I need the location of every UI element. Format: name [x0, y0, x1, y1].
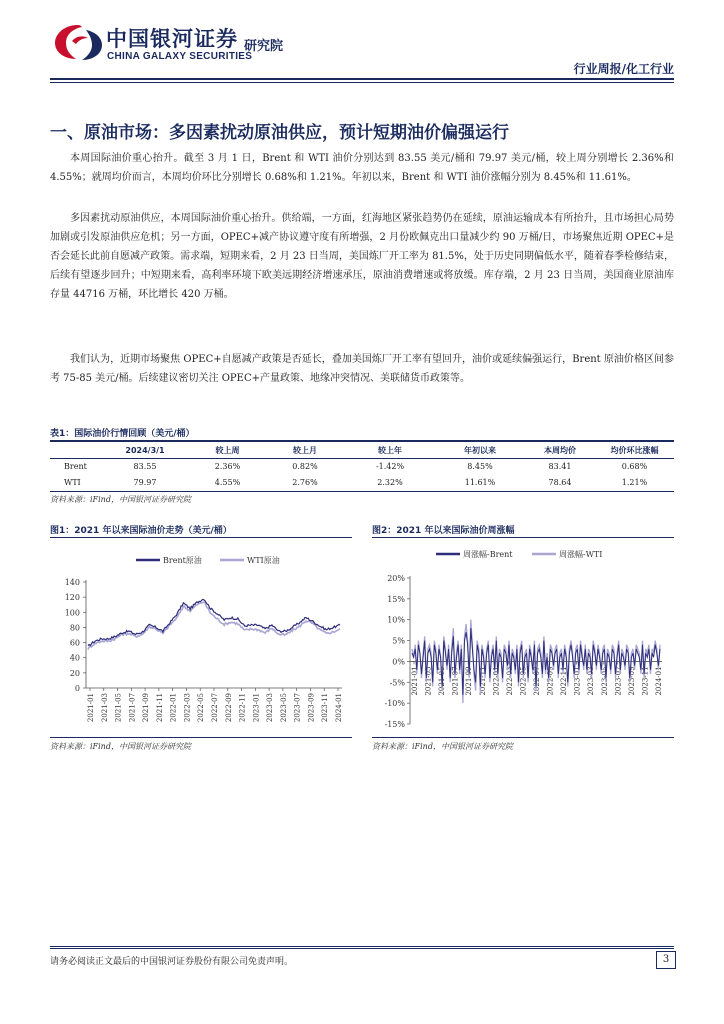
- table-cell: 0.68%: [621, 461, 648, 471]
- x-tick-label: 2023-05: [600, 666, 609, 696]
- x-tick-label: 2021-07: [128, 693, 137, 723]
- table-cell: 79.97: [133, 477, 157, 487]
- table-cell: 2.36%: [214, 461, 241, 471]
- table-cell: 0.82%: [292, 461, 318, 471]
- y-tick-label: 100: [64, 608, 80, 618]
- table-header-cell: 本周均价: [544, 445, 576, 455]
- x-tick-label: 2022-03: [505, 666, 514, 696]
- x-tick-label: 2023-01: [252, 693, 261, 723]
- x-tick-label: 2022-11: [238, 693, 247, 723]
- x-tick-label: 2021-11: [155, 693, 164, 723]
- table-row: [50, 474, 674, 490]
- header-rule: [50, 78, 674, 80]
- y-tick-label: 40: [69, 653, 80, 663]
- table-cell: Brent: [64, 461, 87, 471]
- table-source: 资料来源：iFind，中国银河证券研究院: [50, 495, 191, 504]
- x-tick-label: 2021-01: [411, 666, 419, 696]
- x-tick-label: 2023-07: [614, 666, 623, 696]
- x-tick-label: 2022-03: [183, 693, 192, 723]
- oil-price-table: [50, 442, 674, 490]
- paragraph-1: 本周国际油价重心抬升。截至 3 月 1 日，Brent 和 WTI 油价分别达到 83.55 美元/桶和 79.97 美元/桶，较上周分别增长 2.36%和 4.55%；就周均价而言，本周均价环比分别增长 0.68%和 1.21%。年初以来，Brent 和 WTI 油价涨幅分别为 8.45%和 11.61%。: [50, 153, 674, 183]
- y-tick-label: 5%: [392, 636, 405, 646]
- table-header-cell: 较上周: [215, 445, 240, 455]
- x-tick-label: 2024-01: [335, 693, 343, 723]
- y-tick-label: -5%: [389, 678, 405, 688]
- x-tick-label: 2023-03: [266, 693, 275, 723]
- x-tick-label: 2022-05: [197, 693, 206, 723]
- y-tick-label: 0: [74, 684, 80, 693]
- x-tick-label: 2022-09: [224, 693, 233, 723]
- table-cell: WTI: [64, 477, 81, 487]
- figure-1-bottom-rule: [50, 737, 352, 738]
- table-header-row: [50, 442, 674, 458]
- x-tick-label: 2023-09: [627, 666, 636, 696]
- paragraph-2: 多因素扰动原油供应，本周国际油价重心抬升。供给端，一方面，红海地区紧张趋势仍在延续，原油运输成本有所抬升，且市场担心局势加剧或引发原油供应危机；另一方面，OPEC+减产协议遵守度有所增强，2 月份欧佩克出口量减少约 90 万桶/日，市场聚焦近期 OPEC+是否会延长此前自愿减产政策。需求端，短期来看，2 月 23 日当周，美国炼厂开工率为 81.5%，处于历史同期偏低水平，随着春季检修结束，后续有望逐步回升；中短期来看，高利率环境下欧美远期经济增速承压，原油消费增速或将放缓。库存端，2 月 23 日当周，美国商业原油库存量 44716 万桶，环比增长 420 万桶。: [50, 213, 674, 300]
- footer-rule-thin: [50, 948, 674, 949]
- figure-2-rule: [372, 537, 674, 538]
- table-cell: 11.61%: [464, 477, 496, 487]
- section-title: 一、原油市场：多因素扰动原油供应，预计短期油价偏强运行: [50, 123, 509, 143]
- x-tick-label: 2021-09: [142, 693, 151, 723]
- y-tick-label: 80: [69, 623, 80, 633]
- table-header-cell: [50, 442, 100, 458]
- x-tick-label: 2022-11: [560, 666, 569, 696]
- figure-2-source: 资料来源：iFind，中国银河证券研究院: [372, 742, 513, 751]
- x-tick-label: 2021-03: [424, 666, 433, 696]
- x-tick-label: 2021-05: [114, 693, 123, 723]
- x-tick-label: 2023-01: [573, 666, 582, 696]
- table-cell: 83.55: [133, 461, 157, 471]
- x-tick-label: 2021-01: [87, 693, 95, 723]
- y-tick-label: 120: [64, 593, 80, 603]
- table-caption: 表1：国际油价行情回顾（美元/桶）: [50, 429, 195, 439]
- header-rule-thin: [50, 82, 674, 83]
- table-cell: 2.76%: [292, 477, 318, 487]
- table-rule-bottom: [50, 491, 674, 492]
- table-header-cell: 2024/3/1: [125, 445, 165, 455]
- x-tick-label: 2022-07: [211, 693, 219, 723]
- table-row: [50, 458, 674, 474]
- footer-disclaimer: 请务必阅读正文最后的中国银河证券股份有限公司免责声明。: [50, 957, 294, 967]
- x-tick-label: 2023-07: [293, 693, 302, 723]
- x-tick-label: 2023-09: [307, 693, 316, 723]
- company-name-en: CHINA GALAXY SECURITIES: [107, 51, 253, 62]
- y-tick-label: 0%: [392, 657, 405, 667]
- y-tick-label: 10%: [387, 615, 405, 625]
- legend-label: 周涨幅-Brent: [463, 550, 513, 559]
- figure-2-caption: 图2：2021 年以来国际油价周涨幅: [372, 526, 515, 536]
- figure-2-bottom-rule: [372, 737, 674, 738]
- x-tick-label: 2023-11: [641, 666, 650, 696]
- institute-label: 研究院: [244, 39, 284, 54]
- x-tick-label: 2022-01: [492, 666, 501, 696]
- logo-icon: [52, 22, 104, 62]
- x-tick-label: 2023-11: [321, 693, 330, 723]
- series-line-wti: [88, 602, 340, 649]
- table-header-cell: 较上年: [378, 445, 402, 455]
- x-tick-label: 2021-03: [100, 693, 109, 723]
- oil-price-chart: [50, 540, 352, 736]
- x-tick-label: 2024-01: [655, 666, 663, 696]
- page-number: 3: [656, 951, 676, 969]
- table-header-cell: 较上月: [293, 445, 317, 455]
- x-tick-label: 2022-01: [169, 693, 178, 723]
- y-tick-label: -15%: [384, 720, 405, 729]
- x-tick-label: 2022-07: [533, 666, 541, 696]
- figure-1-rule: [50, 537, 352, 538]
- figure-1-caption: 图1：2021 年以来国际油价走势（美元/桶）: [50, 526, 232, 536]
- legend-label: WTI原油: [247, 556, 280, 565]
- legend-label: Brent原油: [163, 556, 202, 565]
- table-header-cell: 均价环比涨幅: [610, 445, 659, 455]
- y-tick-label: 20: [69, 668, 80, 678]
- table-cell: 4.55%: [214, 477, 241, 487]
- y-tick-label: 60: [69, 638, 80, 648]
- table-cell: 1.21%: [621, 477, 648, 487]
- report-type: 行业周报/化工行业: [573, 62, 674, 76]
- company-name-cn: 中国银河证券: [106, 27, 238, 51]
- figure-1-source: 资料来源：iFind，中国银河证券研究院: [50, 742, 191, 751]
- legend-label: 周涨幅-WTI: [559, 550, 603, 559]
- y-tick-label: -10%: [384, 699, 405, 709]
- table-cell: 2.32%: [377, 477, 403, 487]
- y-tick-label: 140: [64, 578, 80, 587]
- x-tick-label: 2021-09: [465, 666, 474, 696]
- table-header-cell: 年初以来: [464, 445, 496, 455]
- table-rule-header: [50, 458, 674, 459]
- weekly-change-chart: [372, 540, 674, 736]
- table-cell: 83.41: [548, 461, 572, 471]
- y-tick-label: 15%: [387, 594, 405, 604]
- x-tick-label: 2021-11: [478, 666, 487, 696]
- y-tick-label: 20%: [387, 574, 405, 583]
- x-tick-label: 2023-03: [587, 666, 596, 696]
- paragraph-3: 我们认为，近期市场聚焦 OPEC+自愿减产政策是否延长，叠加美国炼厂开工率有望回升，油价或延续偏强运行，Brent 原油价格区间参考 75-85 美元/桶。后续建议密切关注 OPEC+产量政策、地缘冲突情况、美联储货币政策等。: [50, 354, 674, 384]
- table-cell: 78.64: [548, 477, 572, 487]
- x-tick-label: 2021-07: [451, 666, 460, 696]
- x-tick-label: 2022-05: [519, 666, 528, 696]
- table-cell: -1.42%: [375, 461, 405, 471]
- x-tick-label: 2021-05: [438, 666, 447, 696]
- table-cell: 8.45%: [467, 461, 493, 471]
- x-tick-label: 2022-09: [546, 666, 555, 696]
- x-tick-label: 2023-05: [279, 693, 288, 723]
- footer-rule: [50, 946, 674, 947]
